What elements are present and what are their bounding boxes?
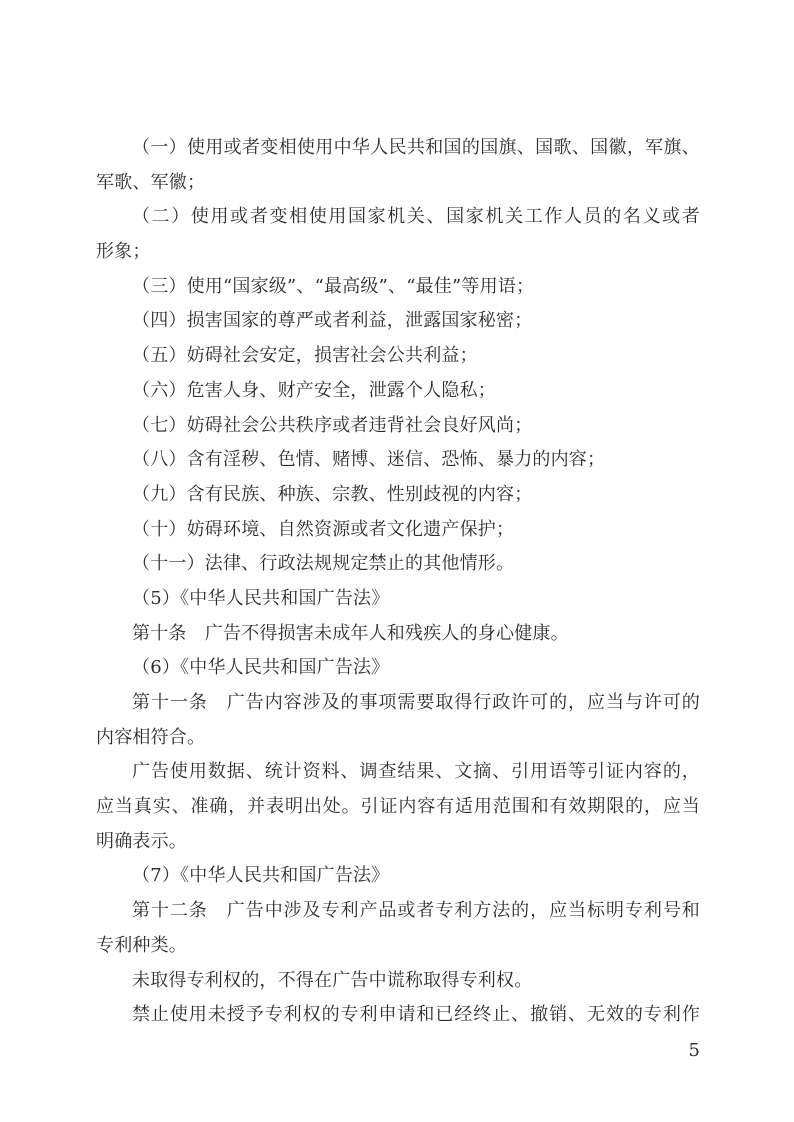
text-line: （三）使用“国家级”、“最高级”、“最佳”等用语； xyxy=(132,275,535,297)
text-line: 第十条 广告不得损害未成年人和残疾人的身心健康。 xyxy=(132,622,569,644)
text-line: 形象； xyxy=(96,241,151,263)
text-line: 广告使用数据、统计资料、调查结果、文摘、引用语等引证内容的， xyxy=(132,761,700,783)
text-line: （十）妨碍环境、自然资源或者文化遗产保护； xyxy=(132,518,515,540)
document-text-block xyxy=(96,131,700,1033)
text-line: （7）《中华人民共和国广告法》 xyxy=(132,865,390,887)
text-line: 专利种类。 xyxy=(96,934,187,956)
text-line: （七）妨碍社会公共秩序或者违背社会良好风尚； xyxy=(132,414,533,436)
text-line: 未取得专利权的，不得在广告中谎称取得专利权。 xyxy=(132,969,533,991)
text-line: （5）《中华人民共和国广告法》 xyxy=(132,587,390,609)
text-line: （十一）法律、行政法规规定禁止的其他情形。 xyxy=(132,553,515,575)
text-line: （二）使用或者变相使用国家机关、国家机关工作人员的名义或者 xyxy=(132,206,700,228)
page-number: 5 xyxy=(688,1040,700,1061)
text-line: 第十一条 广告内容涉及的事项需要取得行政许可的，应当与许可的 xyxy=(132,692,700,713)
text-line: （四）损害国家的尊严或者利益，泄露国家秘密； xyxy=(132,310,533,332)
text-line: （九）含有民族、种族、宗教、性别歧视的内容； xyxy=(132,483,533,505)
text-line: （五）妨碍社会安定，损害社会公共利益； xyxy=(132,345,478,367)
text-line: （一）使用或者变相使用中华人民共和国的国旗、国歌、国徽，军旗、 xyxy=(132,137,700,158)
page-footer xyxy=(96,1036,700,1066)
text-line: （六）危害人身、财产安全，泄露个人隐私； xyxy=(132,379,496,401)
text-line: 应当真实、准确，并表明出处。引证内容有适用范围和有效期限的，应当 xyxy=(96,796,700,818)
text-line: 明确表示。 xyxy=(96,830,187,852)
text-line: 军歌、军徽； xyxy=(96,171,206,193)
text-line: （八）含有淫秽、色情、赌博、迷信、恐怖、暴力的内容； xyxy=(132,449,606,471)
text-line: （6）《中华人民共和国广告法》 xyxy=(132,657,390,679)
text-line: 内容相符合。 xyxy=(96,726,206,748)
text-line: 禁止使用未授予专利权的专利申请和已经终止、撤销、无效的专利作 xyxy=(132,1004,700,1026)
text-line: 第十二条 广告中涉及专利产品或者专利方法的，应当标明专利号和 xyxy=(132,900,700,922)
